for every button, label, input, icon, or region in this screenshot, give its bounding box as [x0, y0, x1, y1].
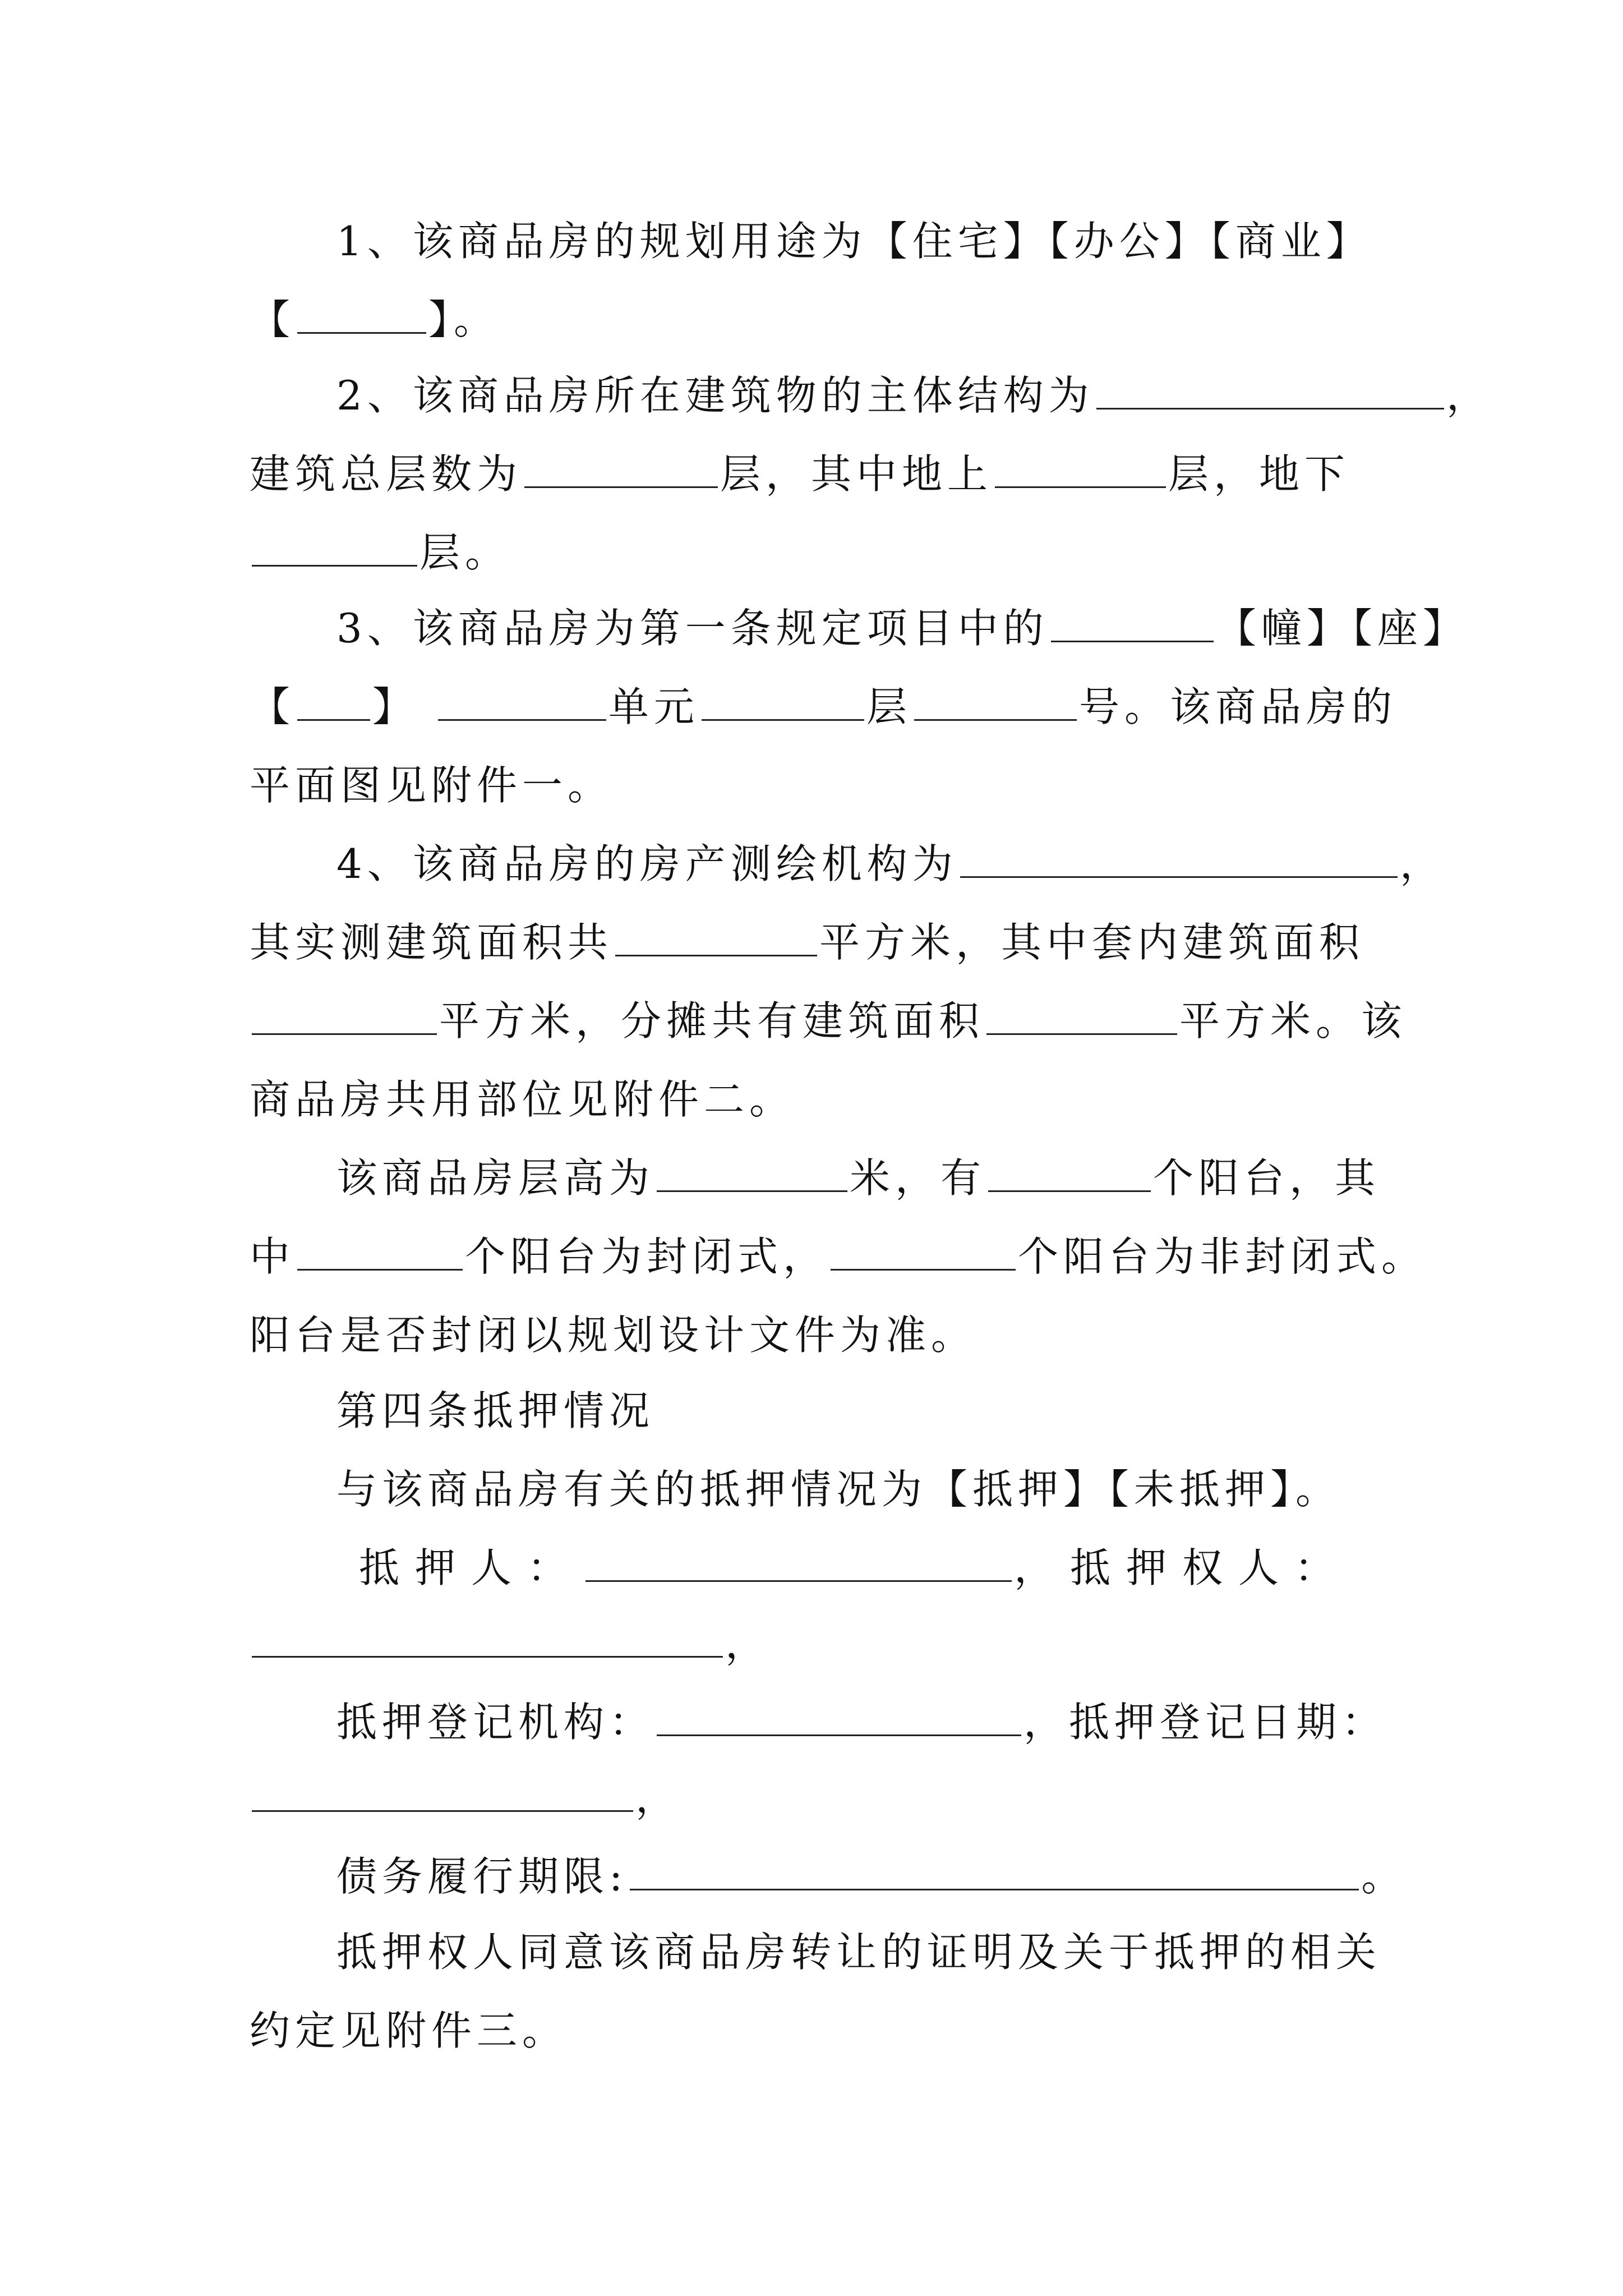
item1-text: 1、该商品房的规划用途为【住宅】【办公】【商业】: [336, 218, 1372, 265]
item3-line1: 3、该商品房为第一条规定项目中的 【幢】【座】: [336, 605, 1468, 652]
item1-line1: [336, 213, 1372, 269]
consent-line1: 抵押权人同意该商品房转让的证明及关于抵押的相关: [336, 1929, 1382, 1976]
balcony-line3: 阳台是否封闭以规划设计文件为准。: [250, 1312, 977, 1359]
item4-line2: 其实测建筑面积共 平方米，其中套内建筑面积: [250, 919, 1365, 966]
item4-line4: 商品房共用部位见附件二。: [250, 1076, 795, 1123]
article4-heading: 第四条抵押情况: [336, 1387, 655, 1434]
inner-area-blank[interactable]: [252, 999, 437, 1035]
item2-line2: 建筑总层数为 层，其中地上 层，地下: [250, 450, 1350, 498]
term-line: 债务履行期限: 。: [336, 1853, 1407, 1900]
registry-line: 抵押登记机构： ，抵押登记日期：: [336, 1699, 1387, 1746]
open-balcony-blank[interactable]: [831, 1234, 1016, 1271]
unit-blank[interactable]: [438, 684, 606, 721]
registry-label: 抵押登记机构：: [336, 1699, 655, 1746]
item4-line3: 平方米，分摊共有建筑面积 平方米。该: [250, 993, 1407, 1049]
item1-line2: 【 】。: [250, 296, 500, 343]
shared-area-blank[interactable]: [986, 999, 1177, 1035]
mortgagor-label: 抵押人：: [359, 1544, 584, 1591]
item3-line2: 【 】 单元 层 号。该商品房的: [250, 683, 1397, 730]
floor-blank[interactable]: [702, 684, 864, 721]
floor-height-blank[interactable]: [657, 1156, 847, 1192]
mortgage-status-line: 与该商品房有关的抵押情况为【抵押】【未抵押】。: [336, 1466, 1341, 1513]
item2-line3: 层。: [250, 524, 510, 581]
mortgagor-blank[interactable]: [585, 1545, 1012, 1582]
balcony-count-blank[interactable]: [988, 1156, 1151, 1192]
mortgagee-line: ，: [250, 1616, 771, 1672]
term-label: 债务履行期限:: [336, 1853, 628, 1900]
registry-blank[interactable]: [657, 1700, 1021, 1736]
total-floors-blank[interactable]: [524, 452, 718, 488]
floors-above-blank[interactable]: [995, 452, 1166, 488]
surveyor-blank[interactable]: [960, 841, 1398, 878]
term-blank[interactable]: [630, 1854, 1359, 1890]
consent-line2: 约定见附件三。: [250, 2007, 568, 2054]
structure-blank[interactable]: [1096, 373, 1444, 409]
floors-below-blank[interactable]: [252, 530, 417, 567]
enclosed-balcony-blank[interactable]: [297, 1234, 463, 1271]
measured-area-blank[interactable]: [615, 920, 817, 956]
item2-line1: 2、该商品房所在建筑物的主体结构为 ，: [336, 372, 1492, 419]
building-type-other-blank[interactable]: [297, 684, 370, 721]
building-no-blank[interactable]: [1051, 606, 1214, 642]
mortgagee-blank[interactable]: [252, 1621, 723, 1658]
item4-line1: 4、该商品房的房产测绘机构为 ，: [336, 840, 1445, 887]
reg-date-blank[interactable]: [252, 1775, 633, 1812]
room-no-blank[interactable]: [914, 684, 1077, 721]
mortgagee-label: 抵押权人：: [1070, 1544, 1351, 1591]
reg-date-line: ，: [250, 1770, 681, 1826]
balcony-line2: 中 个阳台为封闭式， 个阳台为非封闭式。: [250, 1233, 1427, 1280]
usage-other-blank[interactable]: [297, 297, 426, 334]
mortgage-parties-line: 抵押人： ，抵押权人：: [359, 1544, 1351, 1591]
balcony-line1: 该商品房层高为 米，有 个阳台，其: [336, 1154, 1381, 1202]
reg-date-label: 抵押登记日期：: [1069, 1699, 1387, 1746]
item3-line3: 平面图见附件一。: [250, 762, 614, 809]
